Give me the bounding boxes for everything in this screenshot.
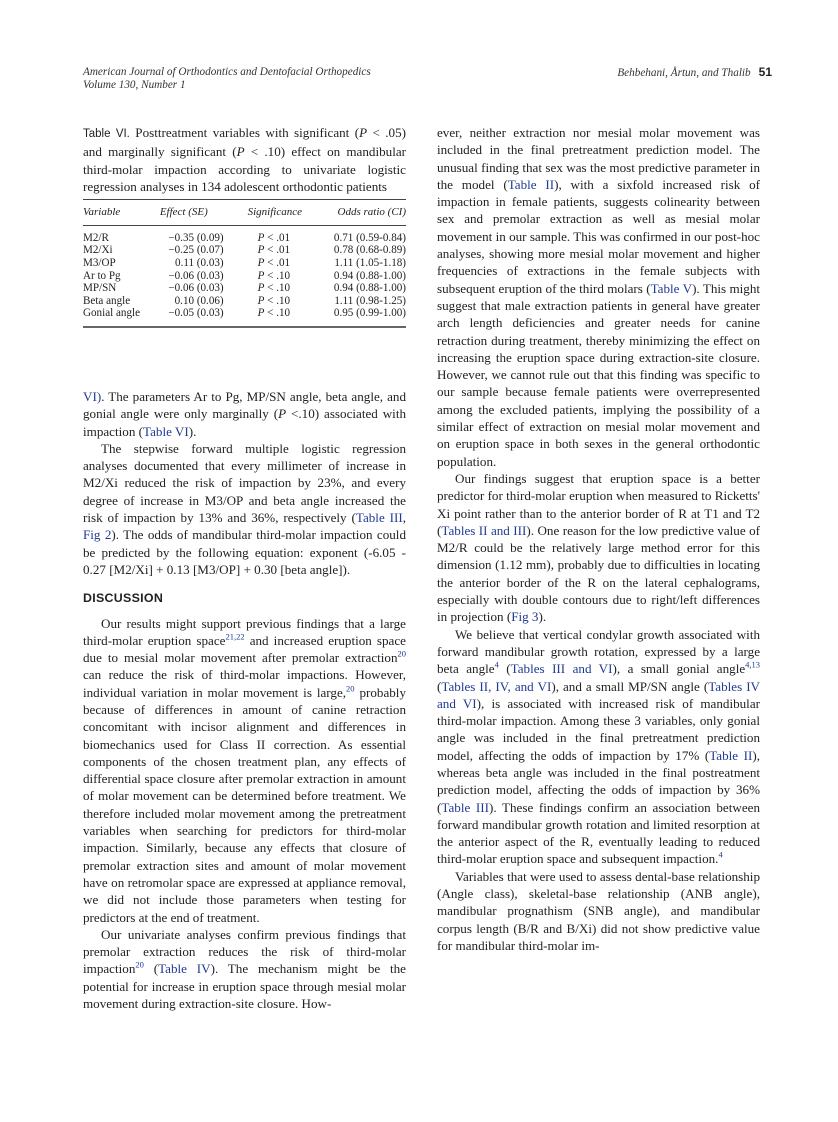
col-header-variable: Variable	[83, 206, 121, 219]
link-tables-ii-iv-vi[interactable]: Tables II, IV, and VI	[441, 678, 552, 694]
table-row: M3/OP 0.11 (0.03) P < .01 1.11 (1.05-1.18)	[83, 256, 406, 269]
table-row: Gonial angle −0.05 (0.03) P < .10 0.95 (0.99-1.00)	[83, 307, 406, 320]
discussion-paragraph: Our univariate analyses confirm previous findings that premolar extraction reduces the risk of third-molar impaction$^{20}$ (Table IV). The mechanism might be the potential for increase in eruption space through mesial molar movement during extraction-site closure. How-	[83, 926, 406, 1012]
discussion-paragraph: Variables that were used to assess dental-base relationship (Angle class), skeletal-base relationship (ANB angle), mandibular prognathism (SNB angle), and mandibular corpus length (B/R and B/Xi) did not show predictive value for mandibular third-molar im-	[437, 868, 760, 953]
citation-ref[interactable]: 20	[397, 648, 406, 659]
running-header-journal	[83, 66, 371, 92]
spacer	[83, 328, 406, 388]
link-table-iii[interactable]: Table III	[441, 799, 489, 815]
table-row: Ar to Pg −0.06 (0.03) P < .10 0.94 (0.88-1.00)	[83, 269, 406, 282]
link-table-v[interactable]: Table V	[650, 280, 693, 296]
table-row: M2/Xi −0.25 (0.07) P < .01 0.78 (0.68-0.89)	[83, 244, 406, 257]
citation-ref[interactable]: 21,22	[225, 631, 245, 642]
section-heading-discussion: DISCUSSION	[83, 591, 164, 606]
link-table-iii[interactable]: Table III	[355, 510, 403, 526]
discussion-paragraph: We believe that vertical condylar growth associated with forward mandibular growth rotation, expressed by a large beta angle$^4$ (Tables III and VI), a small gonial angle$^{4,13}$ (Tables II, IV, and VI), and a small MP/SN angle (Tables IV and VI), is associated with increased risk of mandibular third-molar impaction. Among these 3 variables, only gonial angle was included in the final pretreatment prediction model, affecting the odds of impaction by 17% (Table II), whereas beta angle was included in the final postreatment prediction model, affecting the odds of impaction by 36% (Table III). These findings confirm an association between forward mandibular growth rotation and limited resorption at the anterior aspect of the R, eventually leading to reduced third-molar eruption space and subsequent impaction.$^4$	[437, 626, 761, 867]
link-fig-2[interactable]: Fig 2	[83, 527, 112, 543]
citation-ref[interactable]: 4,13	[745, 659, 761, 670]
table-row: M2/R −0.35 (0.09) P < .01 0.71 (0.59-0.84)	[83, 231, 406, 244]
table-row: MP/SN −0.06 (0.03) P < .10 0.94 (0.88-1.00)	[83, 282, 406, 295]
results-paragraph: The stepwise forward multiple logistic regression analyses documented that every millimeter of increase in M2/Xi reduced the risk of impaction by 23%, and every degree of increase in M3/OP and beta angle increased the risk of impaction by 13% and 36%, respectively (Table III, Fig 2). The odds of mandibular third-molar impaction could be predicted by the following equation: exponent (-6.05 - 0.27 [M2/Xi] + 0.13 [M3/OP] + 0.30 [beta angle]).	[83, 440, 406, 577]
journal-title: American Journal of Orthodontics and Dentofacial Orthopedics	[83, 66, 371, 78]
link-table-ii[interactable]: Table II	[709, 747, 753, 763]
col-header-effect: Effect (SE)	[159, 206, 208, 219]
authors: Behbehani, Årtun, and Thalib	[617, 67, 751, 79]
link-tables-iv-vi[interactable]: Tables IV and VI	[437, 678, 761, 711]
link-tables-ii-iii[interactable]: Tables II and III	[441, 522, 527, 538]
table-label: Table VI.	[83, 128, 130, 140]
citation-ref[interactable]: 20	[135, 960, 144, 971]
link-table-vi[interactable]: VI)	[83, 388, 102, 404]
right-column	[437, 124, 760, 954]
col-header-odds-ratio: Odds ratio (CI)	[337, 206, 406, 219]
results-paragraph: VI). The parameters Ar to Pg, MP/SN angle, beta angle, and gonial angle were only marginally (P <.10) associated with impaction (Table VI).	[83, 388, 407, 439]
citation-ref[interactable]: 4	[494, 659, 499, 670]
table-header-row	[83, 200, 406, 226]
link-table-vi[interactable]: Table VI	[143, 423, 189, 439]
left-column	[83, 124, 406, 1012]
page-number: 51	[758, 65, 772, 79]
results-table	[83, 199, 406, 328]
link-table-ii[interactable]: Table II	[507, 176, 555, 192]
link-table-iv[interactable]: Table IV	[158, 961, 211, 977]
discussion-paragraph: ever, neither extraction nor mesial molar movement was included in the final pretreatment prediction model. The unusual finding that sex was the most predictive parameter in the model (Table II), with a sixfold increased risk of impaction in female patients, suggests colinearity between sex and premolar extraction as well as mesial molar movement in our sample. This was confirmed in our post-hoc analyses, showing more mesial molar movement and higher frequencies of extractions in the female subjects with subsequent eruption of the third molars (Table V). This might suggest that male extraction patients in general have greater arch length deficiencies and greater needs for canine retraction during treatment, thereby minimizing the effect on increasing the eruption space during extraction-site closure. However, we cannot rule out that this finding was specific to our sample because female patients were overrepresented among the excluded patients, implying the possibility of a similar effect of extraction on mesial molar movement and on eruption space in both sexes in the general orthodontic population.	[437, 125, 761, 469]
discussion-paragraph: Our findings suggest that eruption space is a better predictor for third-molar eruption when measured to Ricketts' Xi point rather than to the anterior border of R at T1 and T2 (Tables II and III). One reason for the low predictive value of M2/R could be the relatively large method error for this dimension (1.12 mm), probably due to difficulties in locating the anterior border of the R on the lateral cephalograms, especially with double contours due to right/left differences in projection (Fig 3).	[437, 470, 761, 625]
running-header-authors	[617, 66, 772, 80]
link-fig-3[interactable]: Fig 3	[511, 609, 539, 625]
table-caption: Table VI. Posttreatment variables with significant (P < .05) and marginally significant (P < .10) effect on mandibular third-molar impaction according to univariate logistic regression analyses in 134 adolescent orthodontic patients	[83, 125, 407, 194]
col-header-significance: Significance	[247, 206, 302, 219]
link-tables-iii-vi[interactable]: Tables III and VI	[510, 661, 613, 677]
table-row: Beta angle 0.10 (0.06) P < .10 1.11 (0.98-1.25)	[83, 294, 406, 307]
citation-ref[interactable]: 4	[718, 850, 723, 861]
journal-volume: Volume 130, Number 1	[83, 79, 186, 91]
discussion-paragraph: Our results might support previous findings that a large third-molar eruption space$^{21,22}$ and increased eruption space due to mesial molar movement after premolar extraction$^{20}$ can reduce the risk of third-molar impactions. However, individual variation in molar movement is large,$^{20}$ probably because of differences in amount of canine retraction concomitant with incisor alignment and differences in biomechanics used for Class II correction. As essential components of the chosen treatment plan, any effects of differential space closure after premolar extraction in amount of molar movement can be determined before treatment. We therefore included molar movement among the pretreatment variables when searching for predictors for third-molar impaction. Similarly, because any effects that closure of premolar extraction sites and amount of molar movement have on retromolar space are expressed at appliance removal, we did not include those parameters when testing for predictors at the end of treatment.	[83, 615, 406, 925]
citation-ref[interactable]: 20	[346, 683, 355, 694]
